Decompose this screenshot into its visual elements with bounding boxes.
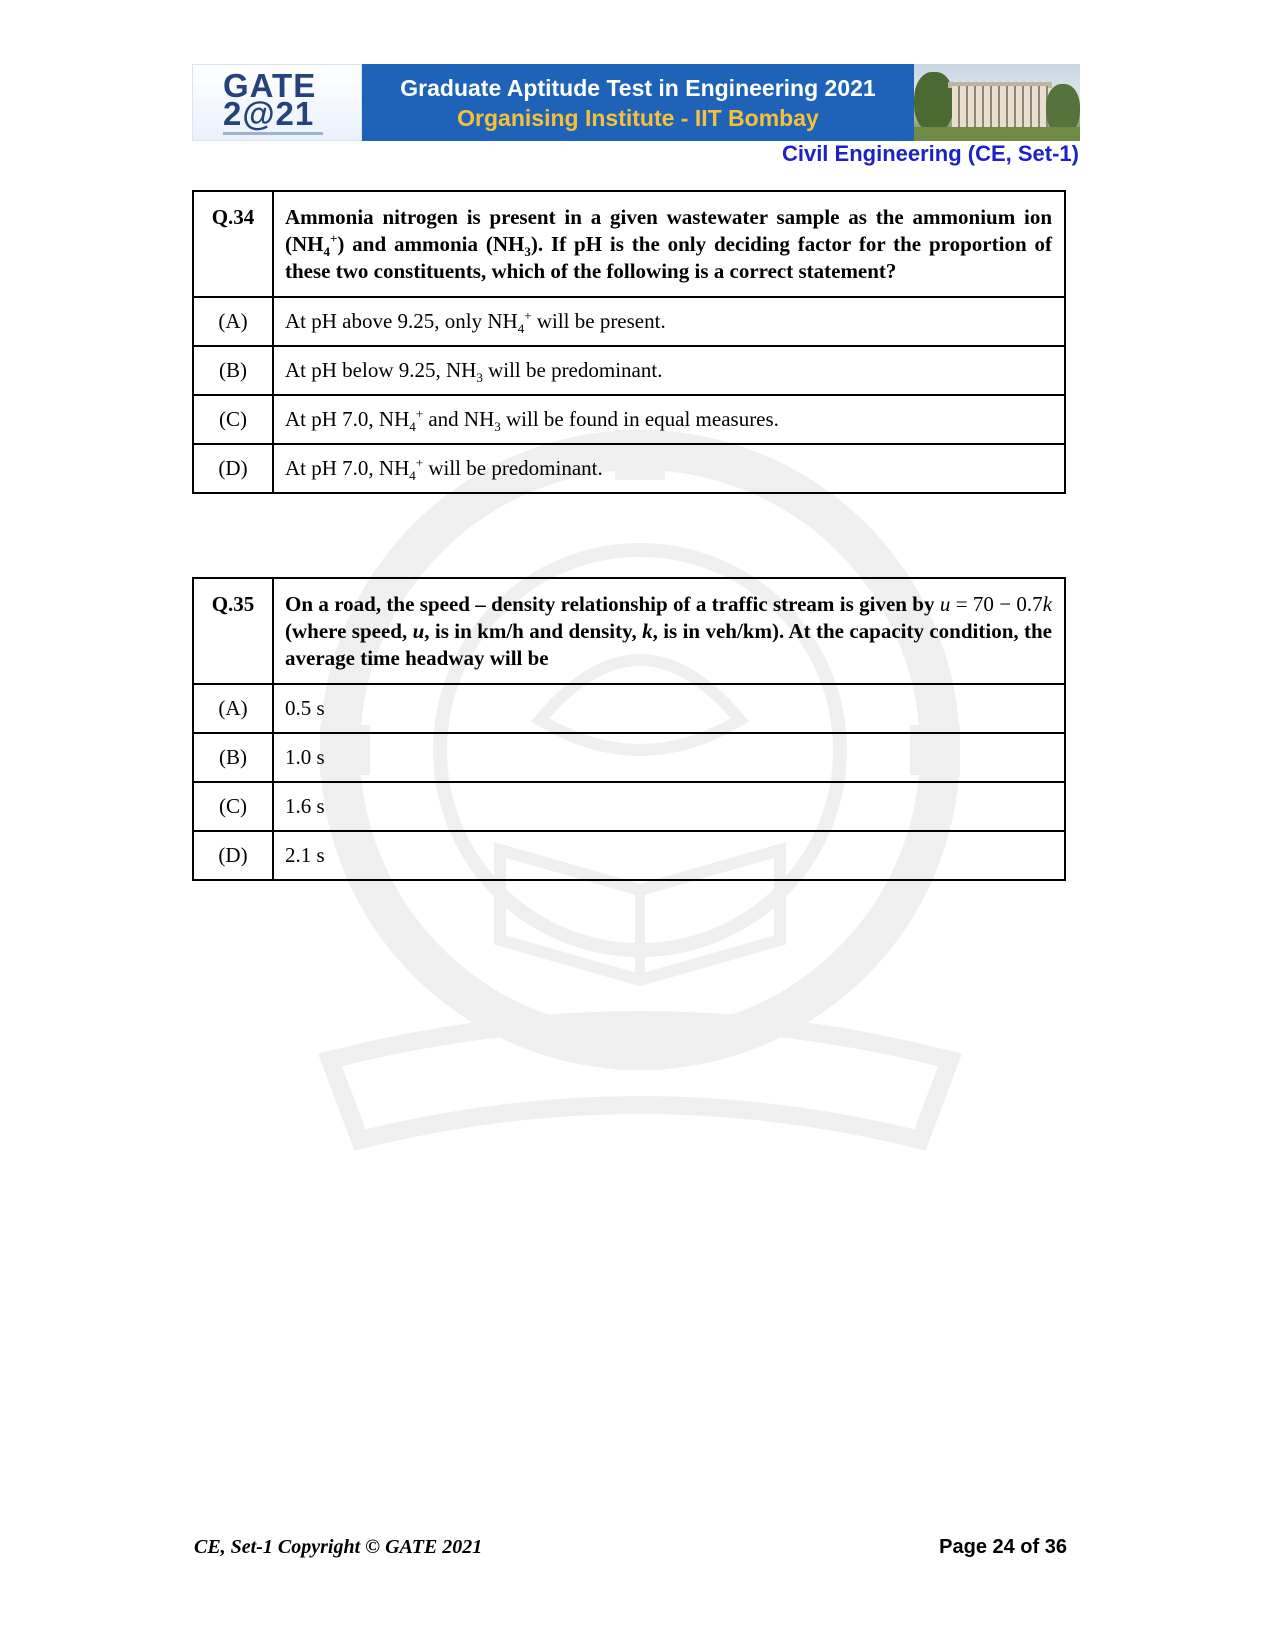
option-letter: (D) <box>193 444 273 493</box>
question-35-table <box>192 577 1066 881</box>
option-text: 1.0 s <box>273 733 1065 782</box>
option-text: At pH 7.0, $NH_4^+$ and $NH_3$ will be found in equal measures. <box>273 395 1065 444</box>
option-letter: (C) <box>193 395 273 444</box>
option-letter: (B) <box>193 346 273 395</box>
option-row <box>193 395 1065 444</box>
institute-building-photo <box>914 64 1080 141</box>
option-text: At pH above 9.25, only $NH_4^+$ will be present. <box>273 297 1065 346</box>
option-letter: (C) <box>193 782 273 831</box>
header-banner <box>192 64 1080 141</box>
option-letter: (A) <box>193 297 273 346</box>
option-row <box>193 733 1065 782</box>
question-number: Q.34 <box>193 191 273 297</box>
option-text: 2.1 s <box>273 831 1065 880</box>
question-stem: Ammonia nitrogen is present in a given wastewater sample as the ammonium ion $(NH_4^+)$ and ammonia $(NH_3)$. If pH is the only deciding factor for the proportion of these two constituents, which of the following is a correct statement? <box>273 191 1065 297</box>
option-text: 1.6 s <box>273 782 1065 831</box>
gate-logo <box>192 64 362 141</box>
logo-tagline-decoration <box>223 132 323 135</box>
footer-copyright: CE, Set-1 Copyright © GATE 2021 <box>194 1536 483 1558</box>
option-row <box>193 782 1065 831</box>
option-row <box>193 444 1065 493</box>
option-row <box>193 297 1065 346</box>
banner-title-box <box>362 64 914 141</box>
banner-title: Graduate Aptitude Test in Engineering 2021 <box>400 74 876 101</box>
speed-density-equation: u = 70 − 0.7k <box>939 592 1053 616</box>
question-number: Q.35 <box>193 578 273 684</box>
option-letter: (B) <box>193 733 273 782</box>
banner-subtitle: Organising Institute - IIT Bombay <box>457 104 819 131</box>
question-34-table <box>192 190 1066 494</box>
option-row <box>193 346 1065 395</box>
option-text: At pH 7.0, $NH_4^+$ will be predominant. <box>273 444 1065 493</box>
logo-year: 2@21 <box>223 95 315 132</box>
option-letter: (A) <box>193 684 273 733</box>
subject-title: Civil Engineering (CE, Set-1) <box>781 141 1079 166</box>
question-stem: On a road, the speed – density relationship of a traffic stream is given by u = 70 − 0.7k (where speed, u, is in km/h and density, k, is in veh/km). At the capacity condition, the average time headway will be <box>273 578 1065 684</box>
page-number: Page 24 of 36 <box>939 1536 1067 1558</box>
option-letter: (D) <box>193 831 273 880</box>
option-text: At pH below 9.25, $NH_3$ will be predominant. <box>273 346 1065 395</box>
option-row <box>193 684 1065 733</box>
option-text: 0.5 s <box>273 684 1065 733</box>
option-row <box>193 831 1065 880</box>
logo-word: GATE <box>223 67 317 104</box>
